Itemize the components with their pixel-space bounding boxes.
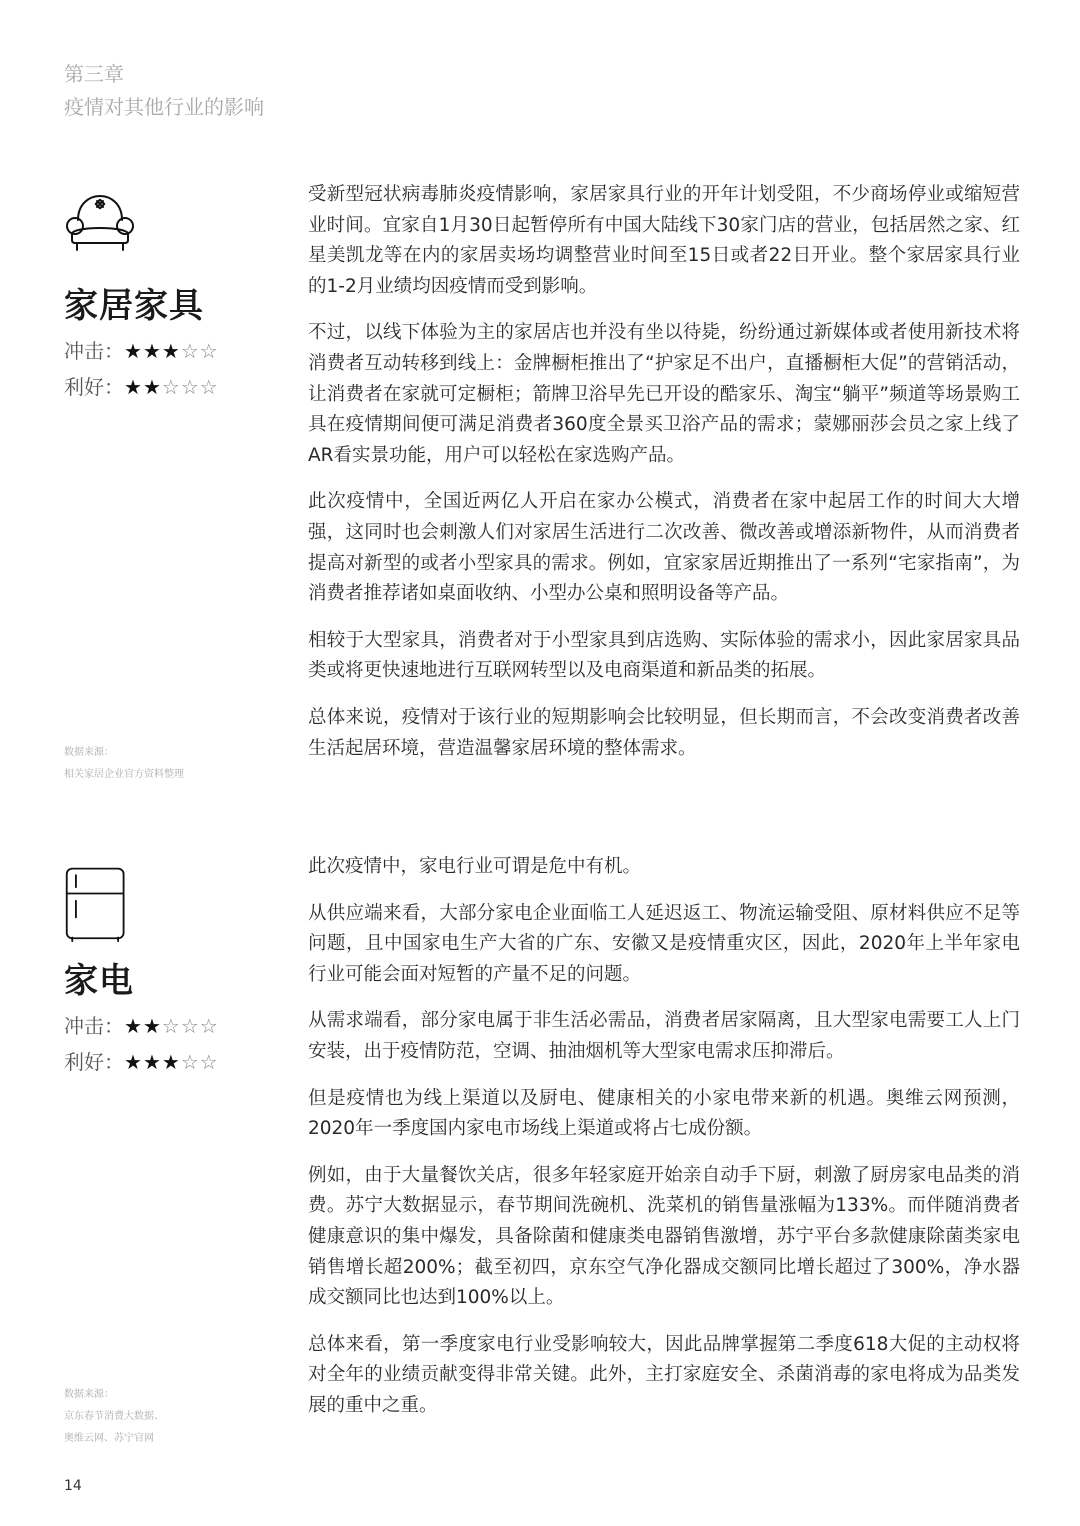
star-empty-icon: ☆ <box>161 1014 181 1038</box>
benefit-label: 利好： <box>64 1050 124 1074</box>
impact-label: 冲击： <box>64 1014 124 1038</box>
paragraph: 不过，以线下体验为主的家居店也并没有坐以待毙，纷纷通过新媒体或者使用新技术将消费者互动转移到线上：金牌橱柜推出了“护家足不出户，直播橱柜大促”的营销活动，让消费者在家就可定橱柜；箭牌卫浴早先已开设的酷家乐、淘宝“躺平”频道等场景购工具在疫情期间便可满足消费者360度全景买卫浴产品的需求；蒙娜丽莎会员之家上线了AR看实景功能，用户可以轻松在家选购产品。 <box>308 322 1020 466</box>
paragraph: 例如，由于大量餐饮关店，很多年轻家庭开始亲自动手下厨，刺激了厨房家电品类的消费。苏宁大数据显示，春节期间洗碗机、洗菜机的销售量涨幅为133%。而伴随消费者健康意识的集中爆发，具备除菌和健康类电器销售激增，苏宁平台多款健康除菌类家电销售增长超200%；截至初四，京东空气净化器成交额同比增长超过了300%，净水器成交额同比也达到100%以上。 <box>308 1164 1020 1309</box>
chapter-title: 疫情对其他行业的影响 <box>64 95 264 119</box>
paragraph: 从需求端看，部分家电属于非生活必需品，消费者居家隔离，且大型家电需要工人上门安装，出于疫情防范，空调、抽油烟机等大型家电需求压抑滞后。 <box>308 1010 1020 1062</box>
data-source-furniture <box>64 742 184 786</box>
star-filled-icon: ★ <box>124 1014 143 1038</box>
star-empty-icon: ☆ <box>180 375 200 399</box>
star-empty-icon: ☆ <box>180 1050 200 1074</box>
paragraph: 但是疫情也为线上渠道以及厨电、健康相关的小家电带来新的机遇。奥维云网预测，2020年一季度国内家电市场线上渠道或将占七成份额。 <box>308 1087 1020 1140</box>
star-filled-icon: ★ <box>142 1014 162 1038</box>
star-filled-icon: ★ <box>161 339 181 363</box>
chapter-header <box>64 58 264 124</box>
source-line: 奥维云网、苏宁官网 <box>64 1433 154 1444</box>
section-body-furniture <box>308 180 1020 780</box>
star-empty-icon: ☆ <box>199 1014 219 1038</box>
impact-stars <box>124 339 219 363</box>
star-empty-icon: ☆ <box>180 1014 200 1038</box>
paragraph: 相较于大型家具，消费者对于小型家具到店选购、实际体验的需求小，因此家居家具品类或将更快速地进行互联网转型以及电商渠道和新品类的拓展。 <box>308 629 1020 682</box>
section-body-appliances <box>308 852 1020 1438</box>
armchair-icon <box>64 180 136 252</box>
star-filled-icon: ★ <box>124 1050 143 1074</box>
star-filled-icon: ★ <box>142 1050 162 1074</box>
star-empty-icon: ☆ <box>199 1050 219 1074</box>
section-sidebar-appliances <box>64 855 284 1080</box>
star-filled-icon: ★ <box>142 375 162 399</box>
paragraph: 从供应端来看，大部分家电企业面临工人延迟返工、物流运输受阻、原材料供应不足等问题，且中国家电生产大省的广东、安徽又是疫情重灾区，因此，2020年上半年家电行业可能会面对短暂的产量不足的问题。 <box>308 902 1020 985</box>
impact-rating <box>64 333 284 405</box>
paragraph: 总体来看，第一季度家电行业受影响较大，因此品牌掌握第二季度618大促的主动权将对全年的业绩贡献变得非常关键。此外，主打家庭安全、杀菌消毒的家电将成为品类发展的重中之重。 <box>308 1333 1020 1416</box>
impact-stars <box>124 1014 219 1038</box>
section-sidebar-furniture <box>64 180 284 405</box>
source-label: 数据来源： <box>64 1389 114 1400</box>
source-line: 相关家居企业官方资料整理 <box>64 769 184 780</box>
impact-label: 冲击： <box>64 339 124 363</box>
benefit-stars <box>124 375 219 399</box>
benefit-label: 利好： <box>64 375 124 399</box>
star-empty-icon: ☆ <box>199 339 219 363</box>
paragraph: 此次疫情中，全国近两亿人开启在家办公模式，消费者在家中起居工作的时间大大增强，这同时也会刺激人们对家居生活进行二次改善、微改善或增添新物件，从而消费者提高对新型的或者小型家具的需求。例如，宜家家居近期推出了一系列“宅家指南”，为消费者推荐诸如桌面收纳、小型办公桌和照明设备等产品。 <box>308 491 1020 605</box>
star-filled-icon: ★ <box>142 339 162 363</box>
data-source-appliances <box>64 1384 164 1450</box>
paragraph: 此次疫情中，家电行业可谓是危中有机。 <box>308 856 642 877</box>
chapter-label: 第三章 <box>64 62 124 86</box>
star-filled-icon: ★ <box>161 1050 181 1074</box>
star-empty-icon: ☆ <box>161 375 181 399</box>
star-empty-icon: ☆ <box>199 375 219 399</box>
page-number: 14 <box>64 1478 82 1494</box>
source-label: 数据来源： <box>64 747 114 758</box>
star-filled-icon: ★ <box>124 375 143 399</box>
impact-rating <box>64 1008 284 1080</box>
star-filled-icon: ★ <box>124 339 143 363</box>
paragraph: 受新型冠状病毒肺炎疫情影响，家居家具行业的开年计划受阻，不少商场停业或缩短营业时间。宜家自1月30日起暂停所有中国大陆线下30家门店的营业，包括居然之家、红星美凯龙等在内的家居卖场均调整营业时间至15日或者22日开业。整个家居家具行业的1-2月业绩均因疫情而受到影响。 <box>308 184 1020 297</box>
benefit-stars <box>124 1050 219 1074</box>
category-title: 家电 <box>64 961 134 1001</box>
paragraph: 总体来说，疫情对于该行业的短期影响会比较明显，但长期而言，不会改变消费者改善生活起居环境，营造温馨家居环境的整体需求。 <box>308 706 1020 759</box>
category-title: 家居家具 <box>64 286 204 326</box>
star-empty-icon: ☆ <box>180 339 200 363</box>
refrigerator-icon <box>64 855 130 943</box>
source-line: 京东春节消费大数据、 <box>64 1411 164 1422</box>
